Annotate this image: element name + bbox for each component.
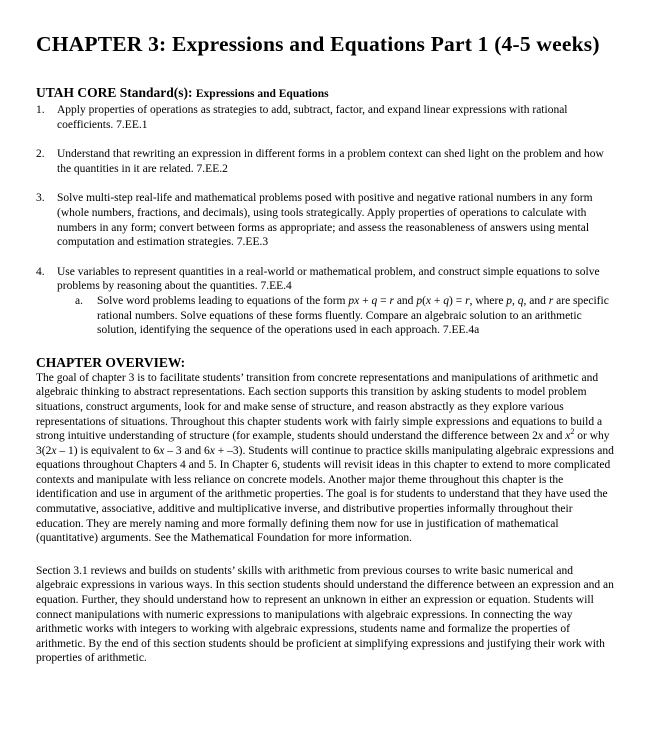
page-title: CHAPTER 3: Expressions and Equations Part 1 (4-5 weeks)	[36, 32, 600, 56]
standards-list	[36, 103, 614, 338]
standards-heading-sub: Expressions and Equations	[195, 88, 329, 100]
standard-item-2	[36, 147, 614, 176]
standard-subitem-4a	[75, 294, 614, 338]
standard-item-1	[36, 103, 614, 132]
item-number: 2.	[36, 148, 45, 161]
overview-paragraph-1: The goal of chapter 3 is to facilitate students’ transition from concrete representations and manipulations of arithmetic and algebraic thinking to abstract representations. Each section supports this transition by asking students to model problem situations, construct arguments, look for and make sense of structure, and reason abstractly as they explore various representations of situations. Throughout this chapter students work with fairly simple expressions and equations to build a strong intuitive understanding of structure (for example, students should understand the difference between 2x and $x^2$ or why 3(2x – 1) is equivalent to 6x – 3 and 6x + –3). Students will continue to practice skills manipulating algebraic expressions and equations throughout Chapters 4 and 5. In Chapter 6, students will revisit ideas in this chapter to extend to more complicated contexts and manipulate with less reliance on concrete models. Another major theme throughout this chapter is the identification and use in argument of the arithmetic properties. The goal is for students to understand that they have used the commutative, associative, additive and multiplicative inverse, and distributive properties informally throughout their education. They are merely naming and more formally defining them now for use in justification of mathematical (quantitative) arguments. See the Mathematical Foundation for more information.	[36, 371, 614, 545]
overview-heading: CHAPTER OVERVIEW:	[36, 354, 186, 370]
item-text: Apply properties of operations as strategies to add, subtract, factor, and expand linear expressions with rational coefficients. 7.EE.1	[57, 104, 568, 131]
standards-heading-main: UTAH CORE Standard(s):	[36, 85, 193, 100]
subitem-text: Solve word problems leading to equations of the form px + q = r and p(x + q) = r, where p, q, and r are specific rational numbers. Solve equations of these forms fluently. Compare an algebraic solution to an arithmetic solution, identifying the sequence of the operations used in each approach. 7.EE.4a	[97, 294, 609, 337]
item-number: 4.	[36, 265, 45, 278]
item-number: 1.	[36, 104, 45, 116]
standard-item-4	[36, 265, 614, 338]
overview-paragraph-2: Section 3.1 reviews and builds on students’ skills with arithmetic from previous courses to write basic numerical and algebraic expressions in various ways. In this section students should understand the difference between an expression and an equation. Further, they should understand how to represent an unknown in either an expression or equation. Students will connect manipulations with numeric expressions to manipulations with algebraic expressions. In connecting the way arithmetic works with integers to working with algebraic expressions, students name and formalize the properties of arithmetic. By the end of this section students should be proficient at simplifying expressions and justifying their work with properties of arithmetic.	[36, 564, 614, 665]
standard-item-3	[36, 191, 614, 249]
subitem-letter: a.	[75, 294, 83, 307]
item-text: Solve multi-step real-life and mathematical problems posed with positive and negative rational numbers in any form (whole numbers, fractions, and decimals), using tools strategically. Apply properties of operations to calculate with numbers in any form; convert between forms as appropriate; and assess the reasonableness of answers using mental computation and estimation strategies. 7.EE.3	[57, 192, 593, 249]
standards-heading	[36, 84, 614, 103]
item-text: Understand that rewriting an expression in different forms in a problem context can shed light on the problem and how the quantities in it are related. 7.EE.2	[57, 148, 604, 175]
item-number: 3.	[36, 192, 45, 205]
item-body	[57, 265, 614, 338]
item-text: Use variables to represent quantities in a real-world or mathematical problem, and construct simple equations to solve problems by reasoning about the quantities. 7.EE.4	[57, 265, 600, 293]
